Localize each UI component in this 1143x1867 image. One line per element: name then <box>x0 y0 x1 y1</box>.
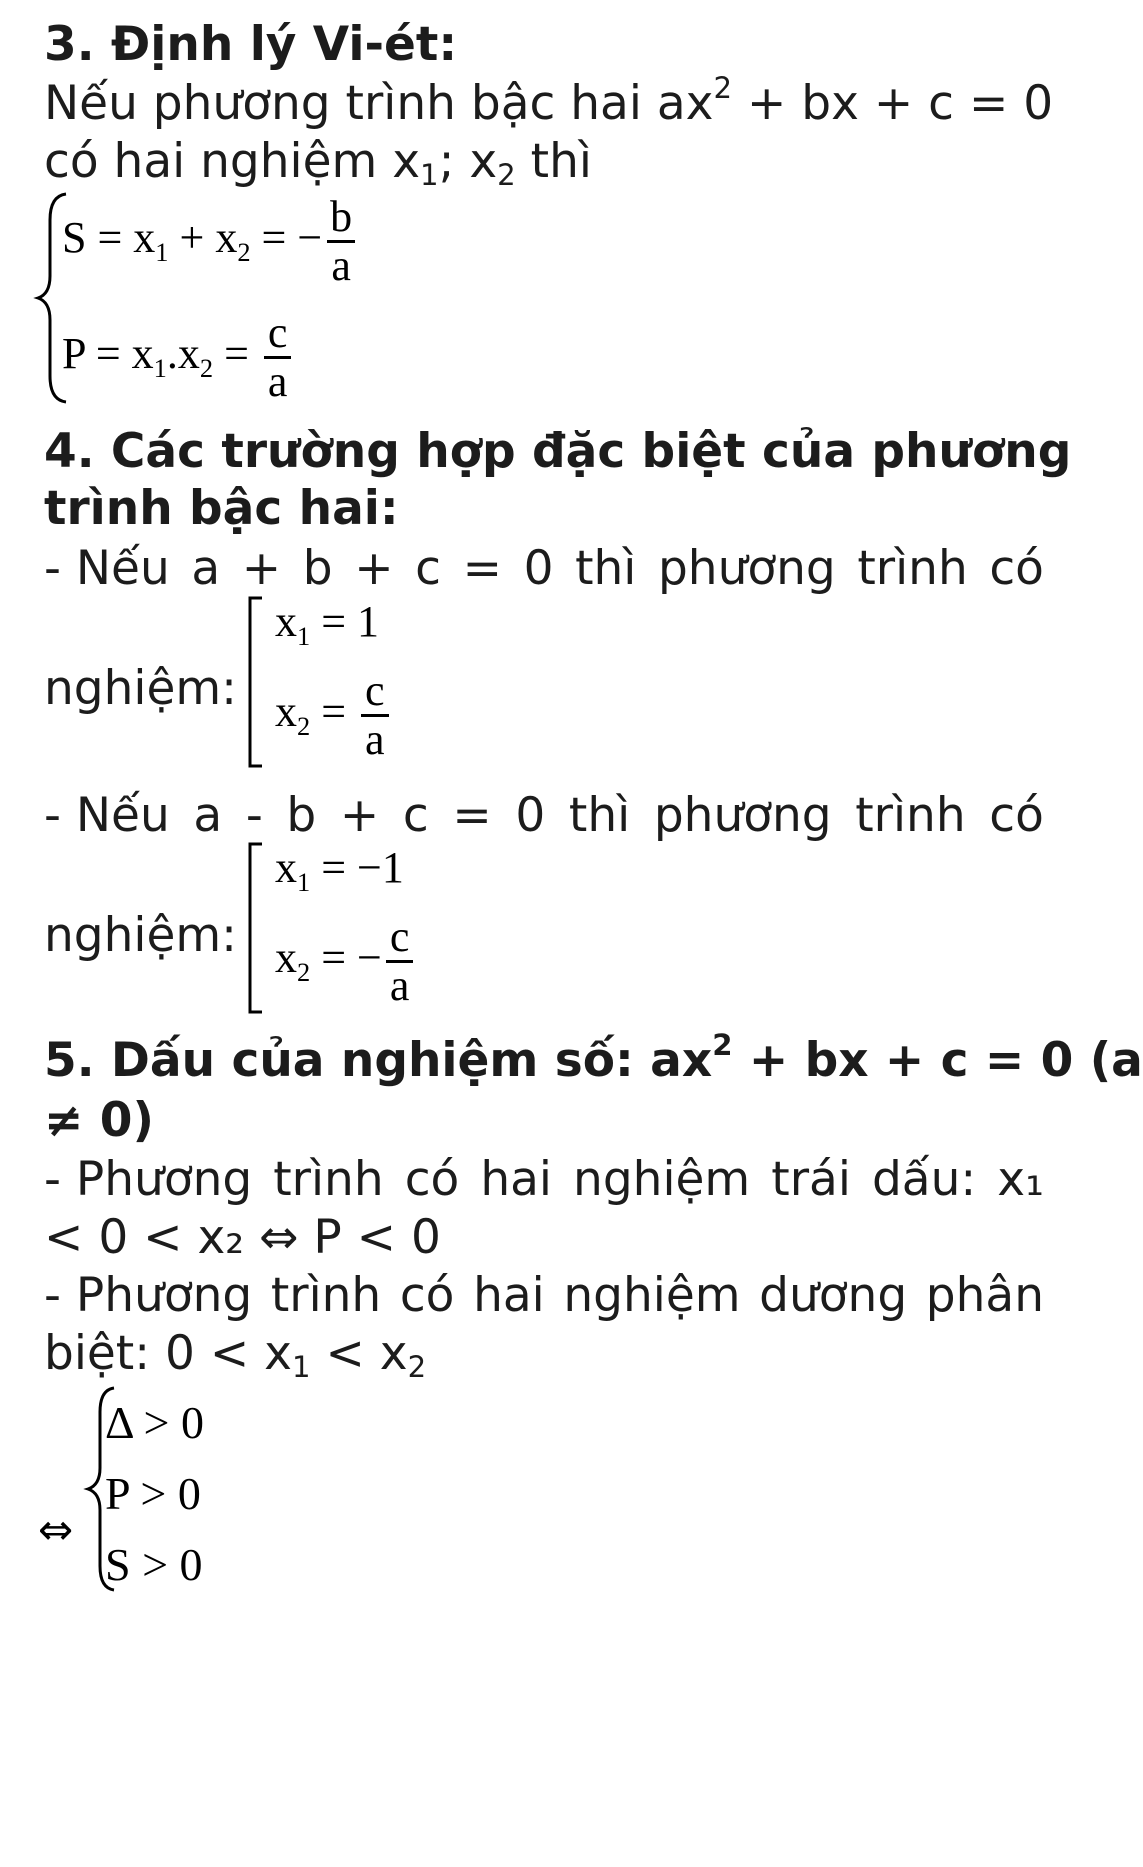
viet-intro-line-2: có hai nghiệm $x_1$; $x_2$ thì <box>44 134 592 193</box>
fraction-c-over-a: $\frac{c}{a}$ <box>361 668 389 763</box>
positive-roots-line-2: biệt: $0 < x_1 < x_2$ <box>44 1326 427 1385</box>
case-1-root-2: $x_2$ = $\frac{c}{a}$ <box>275 668 393 763</box>
case-2-condition-line: - Nếu a - b + c = 0 thì phương trình có <box>44 788 1044 843</box>
condition-product: P > 0 <box>105 1468 201 1519</box>
fraction-c-over-a: $\frac{c}{a}$ <box>264 310 292 405</box>
case-2-bracket <box>244 840 268 1016</box>
opposite-sign-line-2: < 0 < x₂ ⇔ P < 0 <box>44 1210 441 1265</box>
viet-product-formula: $P = x_1.x_2$ = $\frac{c}{a}$ <box>62 310 295 405</box>
fraction-c-over-a: $\frac{c}{a}$ <box>386 914 414 1009</box>
positive-roots-line-1: - Phương trình có hai nghiệm dương phân <box>44 1268 1044 1323</box>
section-5-heading-line-2: ≠ 0) <box>44 1093 154 1148</box>
section-4-heading-line-2: trình bậc hai: <box>44 481 399 536</box>
section-5-heading-line-1: 5. Dấu của nghiệm số: $ax^2$ + bx + c = 0 (a <box>44 1028 1143 1088</box>
case-1-root-1: $x_1 = 1$ <box>275 597 380 652</box>
case-1-condition-line: - Nếu a + b + c = 0 thì phương trình có <box>44 541 1044 596</box>
case-2-root-2: $x_2$ = − $\frac{c}{a}$ <box>275 914 417 1009</box>
case-2-label: nghiệm: <box>44 908 238 963</box>
case-1-bracket <box>244 594 268 770</box>
opposite-sign-line-1: - Phương trình có hai nghiệm trái dấu: x₁ <box>44 1152 1044 1207</box>
case-1-label: nghiệm: <box>44 661 238 716</box>
case-2-root-1: $x_1 = -1$ <box>275 843 404 898</box>
fraction-b-over-a: $\frac{b}{a}$ <box>326 194 356 289</box>
equivalence-symbol: ⇔ <box>38 1505 74 1554</box>
viet-intro-line-1: Nếu phương trình bậc hai $ax^2$ + bx + c = 0 <box>44 71 1054 131</box>
condition-sum: S > 0 <box>105 1539 203 1590</box>
condition-delta: Δ > 0 <box>105 1397 204 1448</box>
section-4-heading-line-1: 4. Các trường hợp đặc biệt của phương <box>44 424 1072 479</box>
section-3-heading: 3. Định lý Vi-ét: <box>44 17 458 72</box>
viet-sum-formula: $S = x_1 + x_2$ = − $\frac{b}{a}$ <box>62 194 360 289</box>
